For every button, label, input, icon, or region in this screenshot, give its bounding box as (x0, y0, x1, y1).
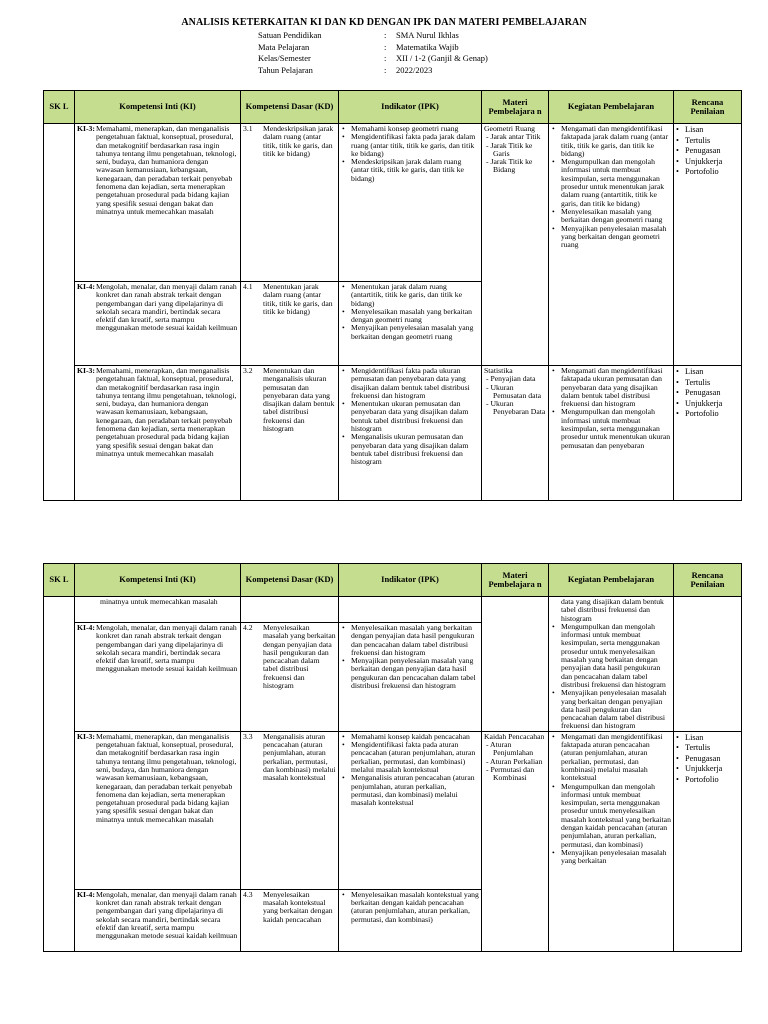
materi-item: - Aturan Penjumlahan (486, 740, 534, 758)
table-header-row (44, 91, 742, 124)
document-meta (258, 30, 488, 76)
skl-cell (44, 597, 75, 952)
penilaian-item: • Tertulis (676, 136, 739, 147)
kegiatan-cell (549, 124, 674, 366)
kegiatan-item: • Mengumpulkan dan mengolah informasi untuk membuat kesimpulan, serta menggunakan prosedur untuk menentukan ukuran pemusatan dan penyebaran (551, 408, 671, 449)
kd-text: Menentukan jarak dalam ruang (antar titik, titik ke garis, dan titik ke bidang) (263, 282, 333, 316)
ipk-item: • Mendeskripsikan jarak dalam ruang (antar titik, titik ke garis, dan titik ke bidang) (341, 158, 479, 183)
table-row (44, 597, 742, 623)
ki-cell (75, 889, 241, 951)
meta-separator: : (384, 41, 387, 52)
penilaian-item: • Unjukkerja (676, 764, 739, 775)
analysis-table-page-1 (43, 90, 742, 501)
penilaian-cell (674, 597, 742, 732)
kegiatan-item: • Menyajikan penyelesaian masalah yang berkaitan dengan penyajian data hasil pengukuran dan pencacahan dalam tabel distribusi frekuensi dan histogram (551, 689, 671, 730)
ki-code: KI-4: (77, 890, 95, 899)
kegiatan-item: • Mengamati dan mengidentifikasi faktapada aturan pencacahan (aturan penjumlahan, aturan perkalian, permutasi, dan kombinasi) melalui masalah kontekstual (551, 733, 671, 783)
meta-value: 2022/2023 (396, 64, 433, 75)
kd-cell (241, 731, 339, 889)
ipk-cell (339, 366, 482, 501)
kd-number: 3.1 (243, 124, 253, 133)
document-header (0, 17, 768, 29)
analysis-table-page-2 (43, 563, 742, 952)
ipk-cell (339, 731, 482, 889)
materi-item: - Ukuran Pemusatan data (486, 382, 542, 400)
meta-key: Mata Pelajaran (258, 41, 310, 52)
meta-separator: : (384, 30, 387, 40)
ki-cell (75, 597, 241, 623)
materi-item: - Permutasi dan Kombinasi (486, 764, 535, 783)
kd-text: Menyelesaikan masalah kontekstual yang berkaitan dengan kaidah pencacahan (263, 889, 333, 924)
meta-row (258, 30, 488, 42)
meta-row (258, 53, 488, 65)
col-header-skl: SK L (44, 91, 75, 124)
materi-title: Geometri Ruang (484, 124, 536, 133)
kd-cell (241, 597, 339, 623)
materi-cell (482, 366, 549, 501)
ipk-item: • Menyelesaikan masalah yang berkaitan dengan penyajian data hasil pengukuran dan pencacahan dalam tabel distribusi frekuensi dan histogram (341, 624, 479, 657)
ki-cell (75, 282, 241, 366)
materi-item: - Ukuran Penyebaran Data (486, 399, 546, 417)
meta-row (258, 42, 488, 54)
meta-key: Tahun Pelajaran (258, 64, 313, 75)
penilaian-item: • Lisan (676, 733, 739, 744)
ipk-item: • Mengidentifikasi fakta pada jarak dalam ruang (antar titik, titik ke garis, dan titik ke bidang) (341, 133, 479, 158)
kd-number: 3.3 (243, 731, 253, 741)
kd-number: 4.3 (243, 889, 253, 899)
kegiatan-item: • Mengumpulkan dan mengolah informasi untuk membuat kesimpulan, serta menggunakan prosedur untuk menyelesaikan masalah kontekstual yang berkaitan dengan kaidah pencacahan (aturan penjumlahan, aturan perkalian, permutasi, dan kombinasi) (551, 783, 671, 849)
ipk-item: • Mengidentifikasi fakta pada aturan pencacahan (aturan penjumlahan, aturan perkalian, permutasi, dan kombinasi) melalui masalah kontekstual (341, 741, 479, 774)
table-row (44, 366, 742, 501)
ki-code: KI-4: (77, 623, 95, 632)
table-row (44, 731, 742, 889)
meta-key: Kelas/Semester (258, 53, 311, 63)
materi-cell (482, 731, 549, 951)
meta-separator: : (384, 64, 387, 75)
penilaian-item: • Lisan (676, 125, 739, 136)
ipk-item: • Menganalisis aturan pencacahan (aturan penjumlahan, aturan perkalian, permutasi, dan kombinasi) melalui masalah kontekstual (341, 774, 479, 807)
ipk-item: • Memahami konsep geometri ruang (341, 125, 479, 133)
meta-row (258, 65, 488, 77)
ipk-item: • Menentukan jarak dalam ruang (antartitik, titik ke garis, dan titik ke bidang) (341, 283, 479, 308)
meta-value: SMA Nurul Ikhlas (396, 30, 459, 40)
ki-cell (75, 622, 241, 731)
penilaian-item: • Tertulis (676, 378, 739, 389)
kd-text: Mendeskripsikan jarak dalam ruang (antar titik, titik ke garis, dan titik ke bidang) (263, 124, 334, 158)
ki-text: Mengolah, menalar, dan menyaji dalam ranah konkret dan ranah abstrak terkait dengan pengembangan dari yang dipelajarinya di sekolah secara mandiri, bertindak secara efektif dan kreatif, serta mampu menggunakan metode sesuai kaidah keilmuan (95, 283, 238, 333)
kd-text: Menganalisis aturan pencacahan (aturan penjumlahan, aturan perkalian, permutasi, dan kombinasi) melalui masalah kontekstual (263, 731, 336, 783)
ipk-item: • Menganalisis ukuran pemusatan dan penyebaran data yang disajikan dalam bentuk tabel distribusi frekuensi dan histogram (341, 433, 479, 466)
col-header-materi: Materi Pembelajara n (482, 91, 549, 124)
materi-cell (482, 124, 549, 366)
col-header-ki: Kompetensi Inti (KI) (75, 91, 241, 124)
kegiatan-continuation: data yang disajikan dalam bentuk tabel distribusi frekuensi dan histogram (561, 597, 664, 623)
kd-cell (241, 366, 339, 501)
ipk-cell (339, 597, 482, 623)
kd-cell (241, 622, 339, 731)
ki-text: Memahami, menerapkan, dan menganalisis pengetahuan faktual, konseptual, prosedural, dan metakognitif berdasarkan rasa ingin tahunya tentang ilmu pengetahuan, teknologi, seni, budaya, dan humaniora dengan wawasan kemanusiaan, kebangsaan, kenegaraan, dan peradaban terkait penyebab fenomena dan kejadian, serta menerapkan pengetahuan prosedural pada bidang kajian yang spesifik sesuai dengan bakat dan minatnya untuk memecahkan masalah (95, 125, 237, 216)
materi-item: - Penyajian data (486, 374, 536, 384)
ipk-cell (339, 889, 482, 951)
ipk-cell (339, 124, 482, 282)
kd-number: 4.2 (243, 622, 253, 632)
ipk-item: • Menyajikan penyelesaian masalah yang berkaitan dengan penyajian data hasil pengukuran dan pencacahan dalam tabel distribusi frekuensi dan histogram (341, 657, 479, 690)
ki-cell (75, 124, 241, 282)
kd-text: Menyelesaikan masalah yang berkaitan dengan penyajian data hasil pengukuran dan pencacahan dalam tabel distribusi frekuensi dan histogram (263, 622, 336, 690)
materi-title: Kaidah Pencacahan (484, 731, 545, 741)
ki-text: Mengolah, menalar, dan menyaji dalam ranah konkret dan ranah abstrak terkait dengan pengembangan dari yang dipelajarinya di sekolah secara mandiri, bertindak secara efektif dan kreatif, serta mampu menggunakan metode sesuai kaidah keilmuan (95, 890, 238, 941)
col-header-kd: Kompetensi Dasar (KD) (241, 564, 339, 597)
col-header-penilaian: Rencana Penilaian (674, 564, 742, 597)
document-title: ANALISIS KETERKAITAN KI DAN KD DENGAN IPK DAN MATERI PEMBELAJARAN (181, 17, 587, 28)
ki-text: Mengolah, menalar, dan menyaji dalam ranah konkret dan ranah abstrak terkait dengan pengembangan dari yang dipelajarinya di sekolah secara mandiri, bertindak secara efektif dan kreatif, serta mampu menggunakan metode sesuai kaidah keilmuan (95, 623, 238, 674)
col-header-penilaian: Rencana Penilaian (674, 91, 742, 124)
meta-value: Matematika Wajib (396, 41, 459, 52)
materi-item: - Jarak Titik ke Garis (486, 140, 533, 158)
kegiatan-cell (549, 597, 674, 732)
ipk-item: • Menyajikan penyelesaian masalah yang berkaitan dengan geometri ruang (341, 324, 479, 341)
col-header-ki: Kompetensi Inti (KI) (75, 564, 241, 597)
penilaian-item: • Portofolio (676, 167, 739, 178)
materi-item: - Jarak Titik ke Bidang (486, 157, 533, 175)
col-header-ipk: Indikator (IPK) (339, 564, 482, 597)
penilaian-item: • Lisan (676, 367, 739, 378)
col-header-materi: Materi Pembelajara n (482, 564, 549, 597)
meta-value: XII / 1-2 (Ganjil & Genap) (396, 53, 488, 63)
penilaian-item: • Penugasan (676, 388, 739, 399)
ipk-item: • Memahami konsep kaidah pencacahan (341, 733, 479, 741)
ki-text: Memahami, menerapkan, dan menganalisis pengetahuan faktual, konseptual, prosedural, dan metakognitif berdasarkan rasa ingin tahunya tentang ilmu pengetahuan, teknologi, seni, budaya, dan humaniora dengan wawasan kemanusiaan, kebangsaan, kenegaraan, dan peradaban terkait penyebab fenomena dan kejadian, serta menerapkan pengetahuan prosedural pada bidang kajian yang spesifik sesuai dengan bakat dan minatnya untuk memecahkan masalah (95, 732, 237, 824)
col-header-skl: SK L (44, 564, 75, 597)
ipk-item: • Menyelesaikan masalah kontekstual yang berkaitan dengan kaidah pencacahan (aturan penjumlahan, aturan perkalian, permutasi, dan kombinasi) (341, 891, 479, 924)
ipk-cell (339, 282, 482, 366)
penilaian-item: • Tertulis (676, 743, 739, 754)
ipk-item: • Menyelesaikan masalah yang berkaitan dengan geometri ruang (341, 308, 479, 325)
kd-cell (241, 282, 339, 366)
materi-item: - Aturan Perkalian (486, 756, 543, 766)
meta-key: Satuan Pendidikan (258, 30, 322, 40)
penilaian-cell (674, 731, 742, 951)
kd-text: Menentukan dan menganalisis ukuran pemusatan dan penyebaran data yang disajikan dalam bentuk tabel distribusi frekuensi dan histogram (263, 366, 335, 434)
kegiatan-cell (549, 366, 674, 501)
penilaian-item: • Unjukkerja (676, 399, 739, 410)
kd-cell (241, 124, 339, 282)
penilaian-item: • Portofolio (676, 775, 739, 786)
penilaian-item: • Penugasan (676, 754, 739, 765)
penilaian-item: • Unjukkerja (676, 157, 739, 168)
penilaian-item: • Portofolio (676, 409, 739, 420)
ki-code: KI-3: (77, 125, 95, 133)
kegiatan-item: • Mengumpulkan dan mengolah informasi untuk membuat kesimpulan, serta menggunakan prosedur untuk menentukan jarak dalam ruang (antartitik, titik ke garis, dan titik ke bidang) (551, 158, 671, 208)
col-header-kegiatan: Kegiatan Pembelajaran (549, 564, 674, 597)
penilaian-item: • Penugasan (676, 146, 739, 157)
materi-cell (482, 597, 549, 732)
kd-number: 4.1 (243, 282, 253, 291)
table-row (44, 124, 742, 282)
skl-cell (44, 124, 75, 501)
kegiatan-item: • Mengamati dan mengidentifikasi faktapada ukuran pemusatan dan penyebaran data yang disajikan dalam bentuk tabel distribusi frekuensi dan histogram (551, 367, 671, 408)
col-header-ipk: Indikator (IPK) (339, 91, 482, 124)
kegiatan-item: • Mengamati dan mengidentifikasi faktapada jarak dalam ruang (antar titik, titik ke garis, dan titik ke bidang) (551, 125, 671, 158)
ki-text: Memahami, menerapkan, dan menganalisis pengetahuan faktual, konseptual, prosedural, dan metakognitif berdasarkan rasa ingin tahunya tentang ilmu pengetahuan, teknologi, seni, budaya, dan humaniora dengan wawasan kemanusiaan, kebangsaan, kenegaraan, dan peradaban terkait penyebab fenomena dan kejadian, serta menerapkan pengetahuan prosedural pada bidang kajian yang spesifik sesuai dengan bakat dan minatnya untuk memecahkan masalah (95, 367, 237, 458)
materi-item: - Jarak antar Titik (486, 132, 541, 142)
ki-code: KI-4: (77, 283, 95, 291)
materi-title: Statistika (484, 366, 513, 375)
kegiatan-item: • Menyajikan penyelesaian masalah yang berkaitan (551, 849, 671, 866)
col-header-kd: Kompetensi Dasar (KD) (241, 91, 339, 124)
ki-code: KI-3: (77, 732, 95, 741)
kd-cell (241, 889, 339, 951)
ki-cell (75, 366, 241, 501)
ipk-item: • Mengidentifikasi fakta pada ukuran pemusatan dan penyebaran data yang disajikan dalam bentuk tabel distribusi frekuensi dan histogram (341, 367, 479, 400)
ipk-cell (339, 622, 482, 731)
meta-separator: : (384, 53, 387, 63)
penilaian-cell (674, 124, 742, 366)
ki-code: KI-3: (77, 367, 95, 375)
ipk-item: • Menentukan ukuran pemusatan dan penyebaran data yang disajikan dalam bentuk tabel distribusi frekuensi dan histogram (341, 400, 479, 433)
ki-text-continuation: minatnya untuk memecahkan masalah (100, 598, 218, 606)
kegiatan-item: • Menyelesaikan masalah yang berkaitan dengan geometri ruang (551, 208, 671, 225)
kegiatan-item: • Mengumpulkan dan mengolah informasi untuk membuat kesimpulan, serta menggunakan prosedur untuk menyelesaikan masalah yang berkaitan dengan penyajian data hasil pengukuran dan pencacahan dalam tabel distribusi frekuensi dan histogram (551, 623, 671, 689)
penilaian-cell (674, 366, 742, 501)
kd-number: 3.2 (243, 366, 253, 375)
table-header-row (44, 564, 742, 597)
col-header-kegiatan: Kegiatan Pembelajaran (549, 91, 674, 124)
kegiatan-item: • Menyajikan penyelesaian masalah yang berkaitan dengan geometri ruang (551, 225, 671, 250)
kegiatan-cell (549, 731, 674, 951)
ki-cell (75, 731, 241, 889)
